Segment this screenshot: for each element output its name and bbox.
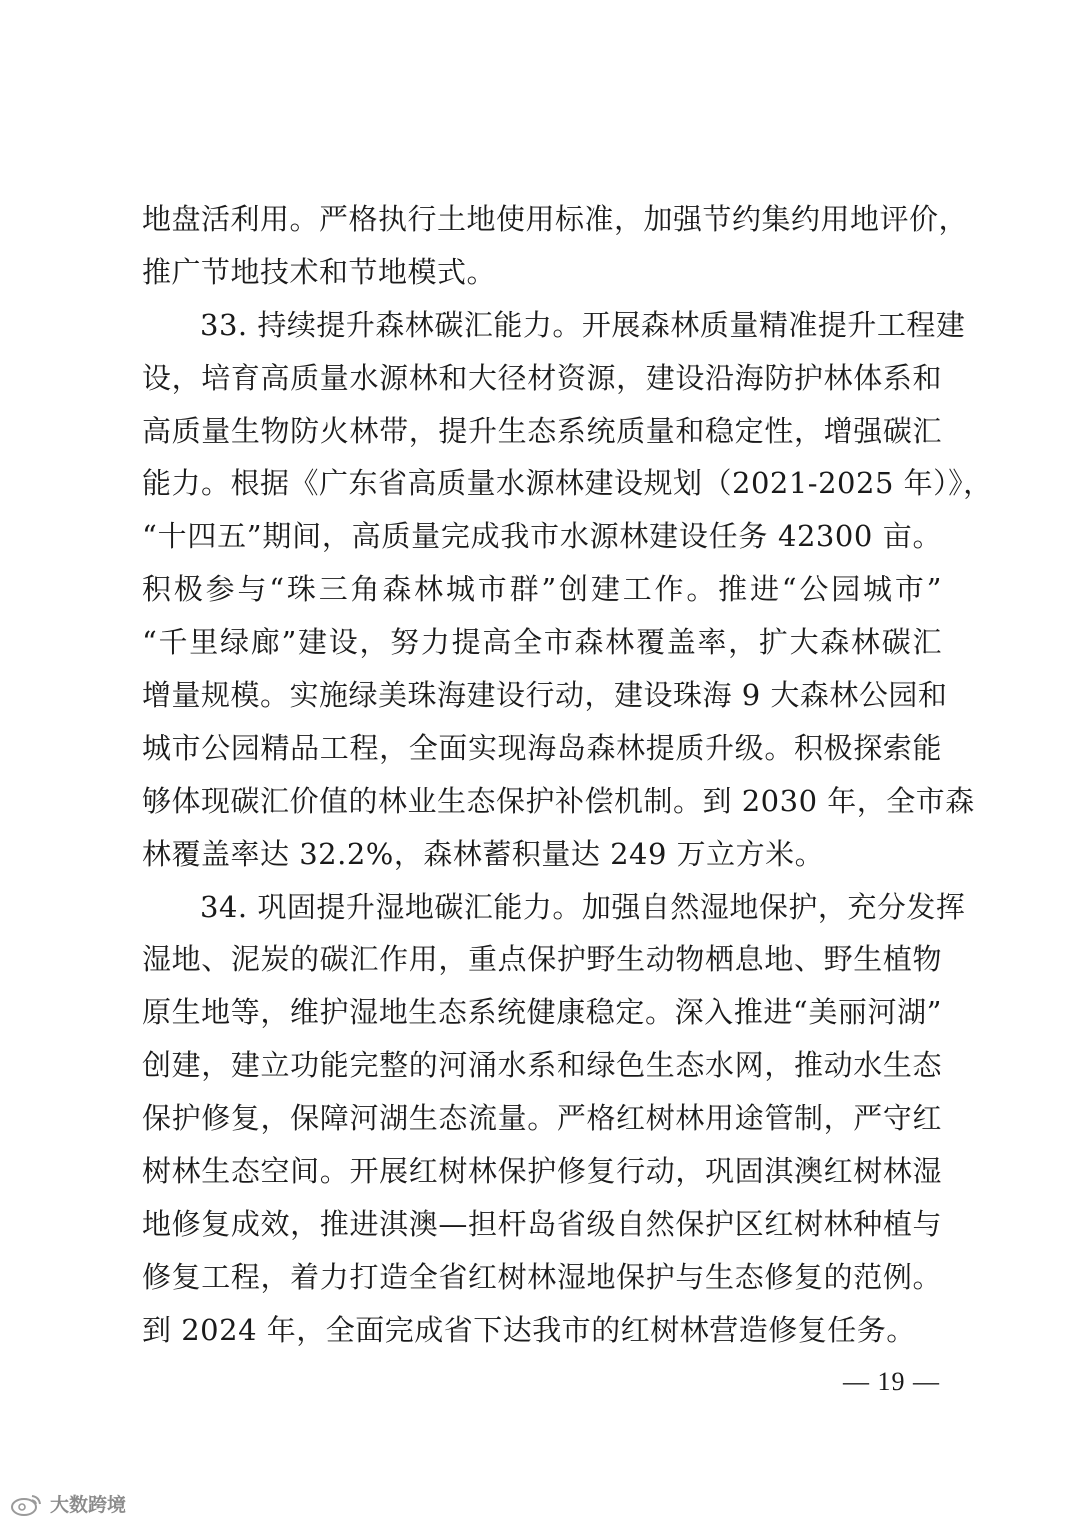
text-line: 林覆盖率达 32.2%，森林蓄积量达 249 万立方米。 [142, 836, 825, 871]
text-line: 到 2024 年，全面完成省下达我市的红树林营造修复任务。 [142, 1312, 916, 1347]
text-line: “十四五”期间，高质量完成我市水源林建设任务 42300 亩。 [142, 519, 942, 554]
text-line: 高质量生物防火林带，提升生态系统质量和稳定性，增强碳汇 [142, 413, 942, 448]
text-line: 树林生态空间。开展红树林保护修复行动，巩固淇澳红树林湿 [142, 1154, 942, 1189]
watermark-text: 大数跨境 [50, 1494, 127, 1516]
text-line: 保护修复，保障河湖生态流量。严格红树林用途管制，严守红 [142, 1101, 942, 1136]
body-text [142, 193, 993, 1357]
watermark [10, 1490, 126, 1517]
weibo-logo-icon [10, 1491, 44, 1517]
text-line: 创建，建立功能完整的河涌水系和绿色生态水网，推动水生态 [142, 1048, 942, 1083]
text-line: “千里绿廊”建设，努力提高全市森林覆盖率，扩大森林碳汇 [142, 625, 942, 660]
text-line: 能力。根据《广东省高质量水源林建设规划（2021-2025 年）》， [142, 466, 993, 501]
text-line: 积极参与“珠三角森林城市群”创建工作。推进“公园城市” [142, 572, 942, 607]
text-line: 原生地等，维护湿地生态系统健康稳定。深入推进“美丽河湖” [142, 995, 942, 1030]
section-33-heading-line: 33. 持续提升森林碳汇能力。开展森林质量精准提升工程建 [200, 307, 966, 342]
text-line: 湿地、泥炭的碳汇作用，重点保护野生动物栖息地、野生植物 [142, 942, 942, 977]
text-line: 修复工程，着力打造全省红树林湿地保护与生态修复的范例。 [142, 1259, 942, 1294]
page-number: — 19 — [843, 1367, 940, 1396]
text-line: 地盘活利用。严格执行土地使用标准，加强节约集约用地评价， [142, 202, 969, 236]
text-line: 地修复成效，推进淇澳—担杆岛省级自然保护区红树林种植与 [142, 1206, 942, 1241]
text-line: 城市公园精品工程，全面实现海岛森林提质升级。积极探索能 [142, 730, 942, 765]
text-line: 推广节地技术和节地模式。 [142, 254, 497, 289]
section-34-heading-line: 34. 巩固提升湿地碳汇能力。加强自然湿地保护，充分发挥 [200, 889, 966, 924]
text-line: 设，培育高质量水源林和大径材资源，建设沿海防护林体系和 [142, 360, 942, 395]
text-line: 增量规模。实施绿美珠海建设行动，建设珠海 9 大森林公园和 [142, 678, 948, 713]
text-line: 够体现碳汇价值的林业生态保护补偿机制。到 2030 年，全市森 [142, 783, 975, 818]
